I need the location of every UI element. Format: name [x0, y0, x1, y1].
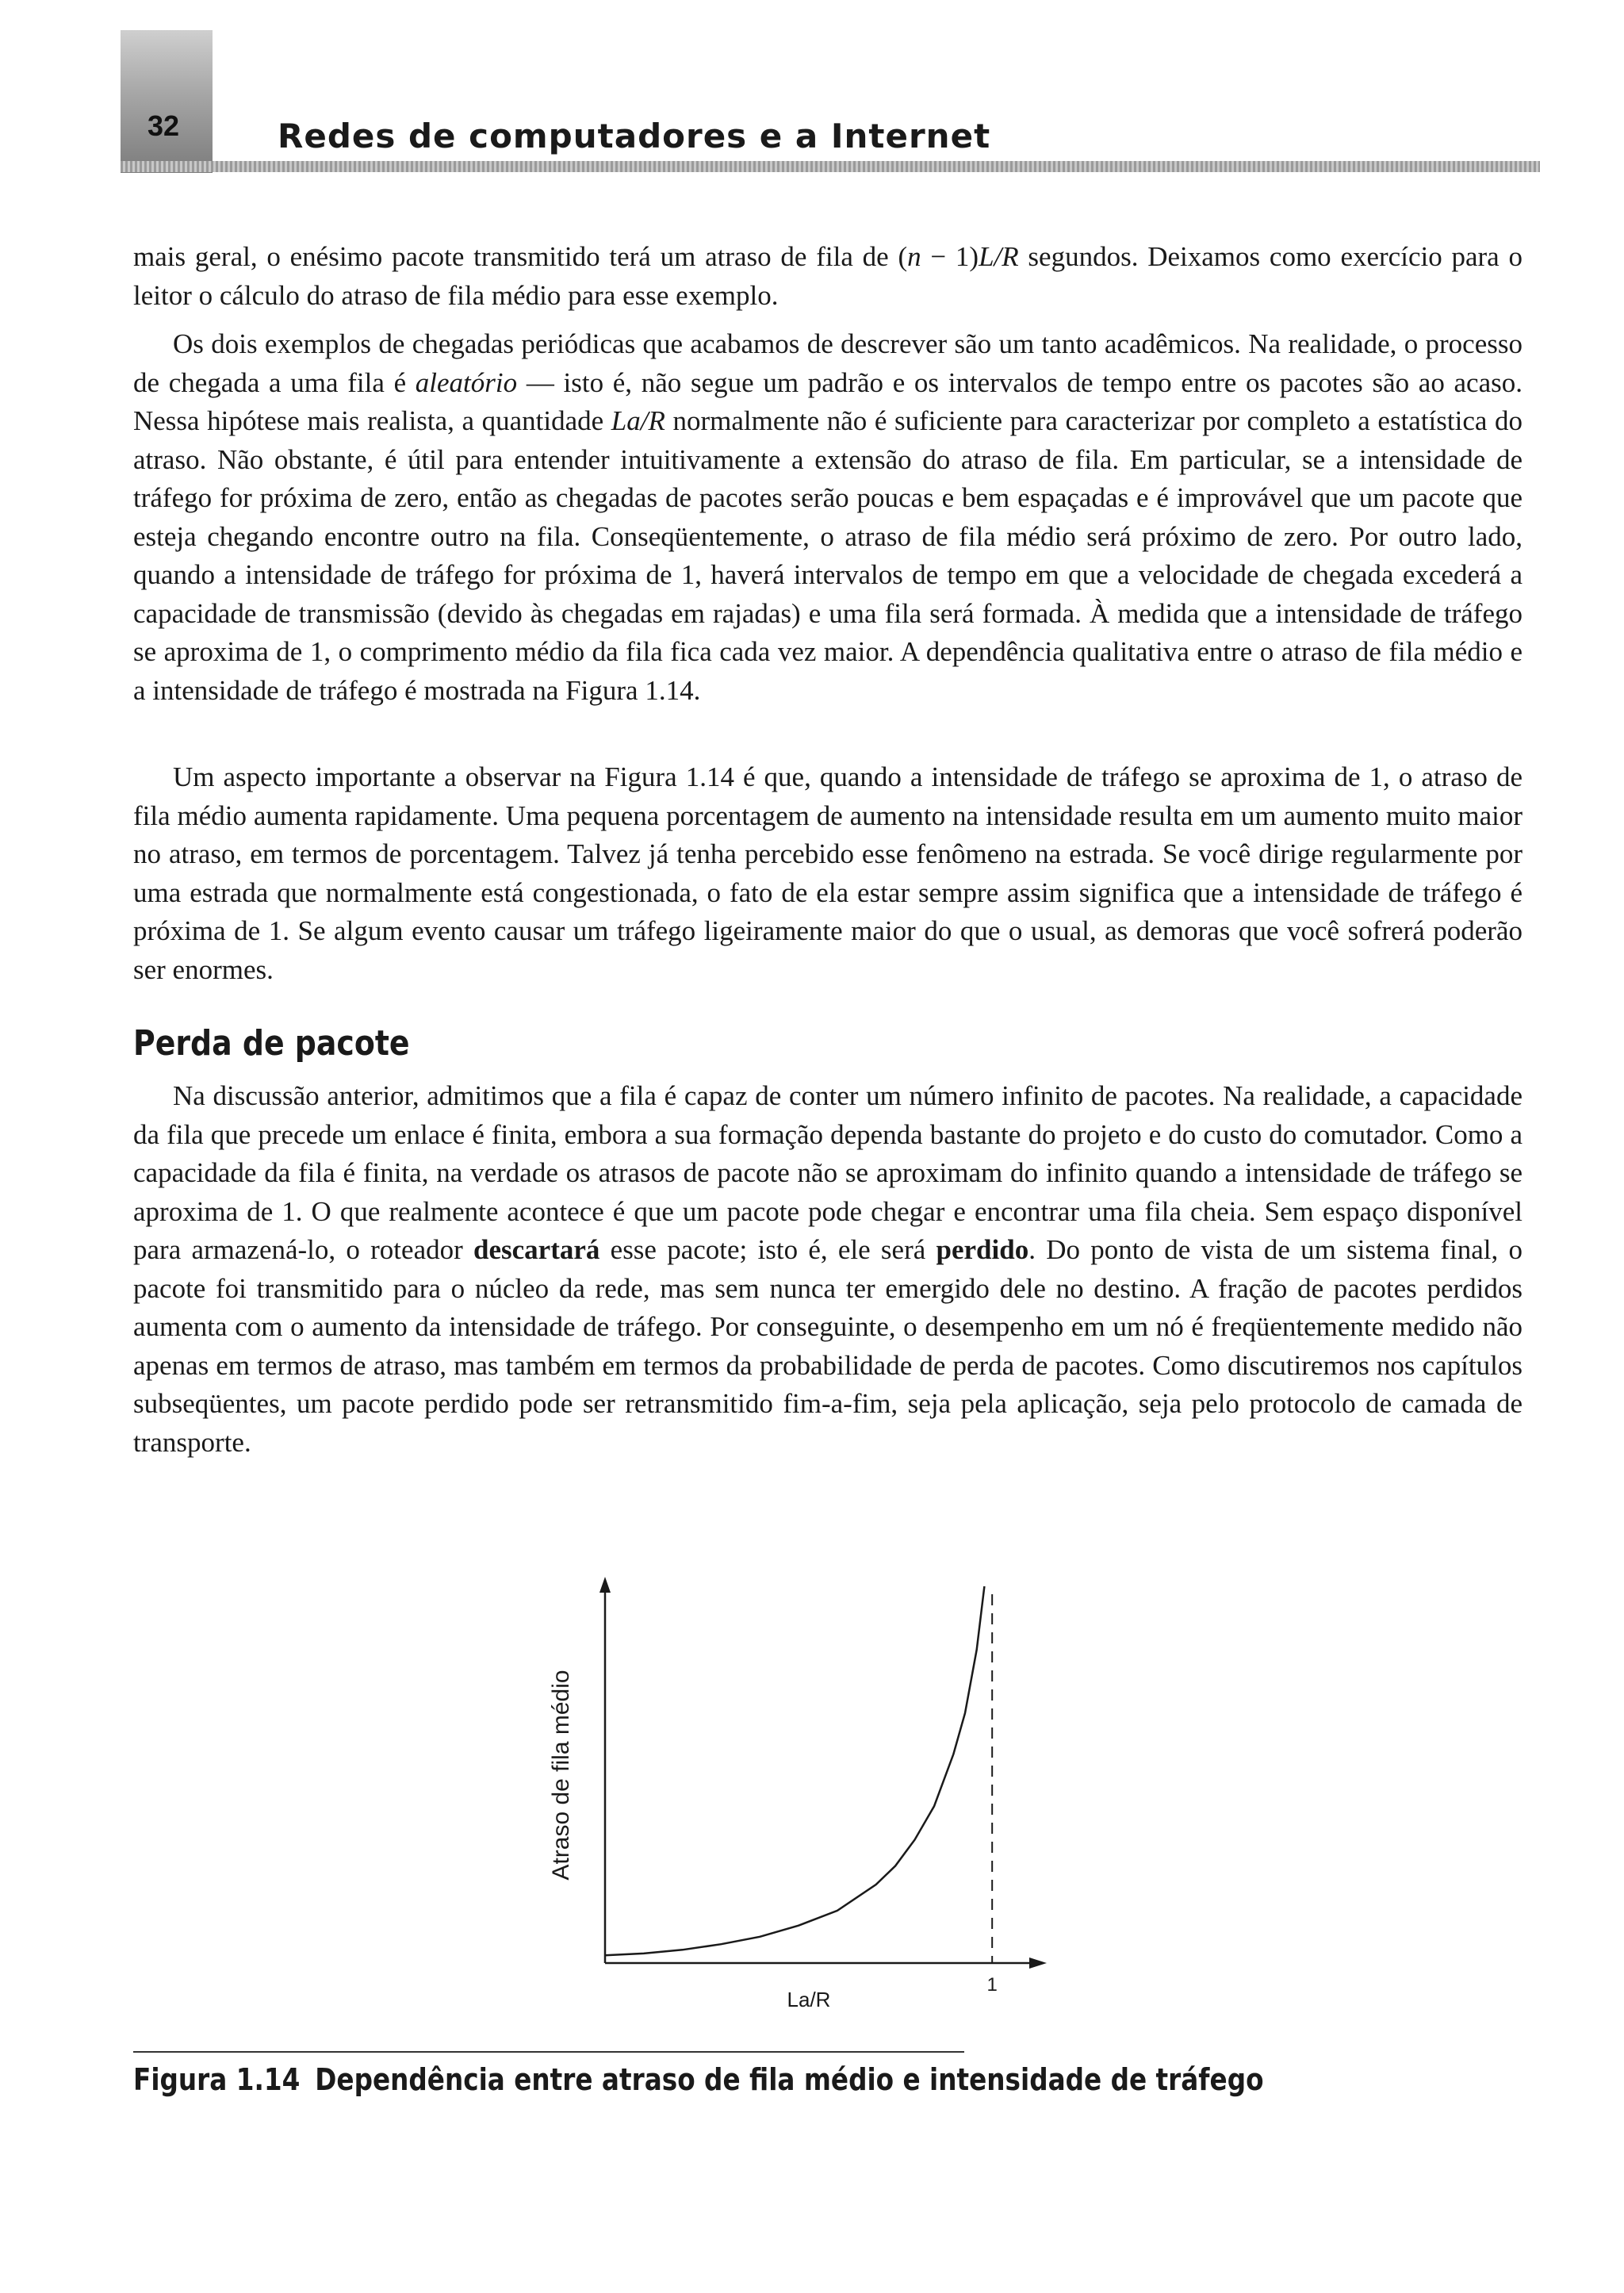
bold-term: descartará	[473, 1234, 600, 1265]
figure-label: Figura 1.14	[133, 2062, 301, 2097]
section-heading: Perda de pacote	[133, 1023, 410, 1064]
x-axis-arrow	[1029, 1957, 1047, 1969]
italic-run: La/R	[611, 405, 665, 436]
paragraph-4	[133, 1077, 1522, 1462]
text-run: segundos. Deixamos como exercício para o leitor o cálculo do atraso de fila médio para esse exemplo.	[133, 241, 1522, 311]
page-number-box	[121, 30, 213, 173]
bold-term: perdido	[936, 1234, 1029, 1265]
text-run: Um aspecto importante a observar na Figura 1.14 é que, quando a intensidade de tráfego se aproxima de 1, o atraso de fila médio aumenta rapidamente. Uma pequena porcentagem de aumento na intensidade resulta em um aumento muito maior no atraso, em termos de porcentagem. Talvez já tenha percebido esse fenômeno na estrada. Se você dirige regularmente por uma estrada que normalmente está congestionada, o fato de ela estar sempre assim significa que a intensidade de tráfego é próxima de 1. Se algum evento causar um tráfego ligeiramente maior do que o usual, as demoras que você sofrerá poderão ser enormes.	[133, 761, 1522, 985]
y-axis-arrow	[599, 1577, 611, 1593]
header-rule	[121, 161, 1540, 172]
running-title: Redes de computadores e a Internet	[278, 117, 991, 155]
paragraph-2	[133, 325, 1522, 710]
text-run: Os dois exemplos de chegadas periódicas que acabamos de descrever são um tanto acadêmicos. Na realidade, o processo de chegada a uma fila é	[133, 328, 1522, 398]
paragraph-3	[133, 758, 1522, 989]
italic-run: aleatório	[415, 366, 518, 398]
x-axis-label: La/R	[787, 1988, 831, 2011]
x-tick-label-1: 1	[986, 1974, 998, 1996]
figure-rule	[133, 2051, 964, 2053]
italic-run: n	[907, 241, 921, 272]
text-run: esse pacote; isto é, ele será	[599, 1234, 936, 1265]
text-run: mais geral, o enésimo pacote transmitido terá um atraso de fila de (	[133, 241, 908, 272]
text-run: . Do ponto de vista de um sistema final, o pacote foi transmitido para o núcleo da rede, mas sem nunca ter emergido dele no destino. A fração de pacotes perdidos aumenta com o aumento da intensidade de tráfego. Por conseguinte, o desempenho em um nó é freqüentemente medido não apenas em termos de atraso, mas também em termos da probabilidade de perda de pacotes. Como discutiremos nos capítulos subseqüentes, um pacote perdido pode ser retransmitido fim-a-fim, seja pela aplicação, seja pelo protocolo de camada de transporte.	[133, 1234, 1522, 1458]
text-run: Na discussão anterior, admitimos que a fila é capaz de conter um número infinito de pacotes. Na realidade, a capacidade da fila que precede um enlace é finita, embora a sua formação dependa bastante do projeto e do custo do comutador. Como a capacidade da fila é finita, na verdade os atrasos de pacote não se aproximam do infinito quando a intensidade de tráfego se aproxima de 1. O que realmente acontece é que um pacote pode chegar e encontrar uma fila cheia. Sem espaço disponível para armazená-lo, o roteador	[133, 1080, 1522, 1265]
figure-caption	[133, 2062, 1264, 2097]
delay-curve	[605, 1586, 984, 1955]
paragraph-1	[133, 238, 1522, 315]
text-run: − 1)	[921, 241, 979, 272]
italic-run: L/R	[979, 241, 1019, 272]
text-run: — isto é, não segue um padrão e os intervalos de tempo entre os pacotes são ao acaso. Nessa hipótese mais realista, a quantidade	[133, 366, 1522, 436]
figure-caption-text: Dependência entre atraso de fila médio e intensidade de tráfego	[315, 2062, 1264, 2097]
text-run: normalmente não é suficiente para caracterizar por completo a estatística do atraso. Não obstante, é útil para entender intuitivamente a extensão do atraso de fila. Em particular, se a intensidade de tráfego for próxima de zero, então as chegadas de pacotes serão poucas e bem espaçadas e é improvável que um pacote que esteja chegando encontre outro na fila. Conseqüentemente, o atraso de fila médio será próximo de zero. Por outro lado, quando a intensidade de tráfego for próxima de 1, haverá intervalos de tempo em que a velocidade de chegada excederá a capacidade de transmissão (devido às chegadas em rajadas) e uma fila será formada. À medida que a intensidade de tráfego se aproxima de 1, o comprimento médio da fila fica cada vez maior. A dependência qualitativa entre o atraso de fila médio e a intensidade de tráfego é mostrada na Figura 1.14.	[133, 405, 1523, 706]
page-number: 32	[147, 109, 180, 142]
y-axis-label: Atraso de fila médio	[548, 1670, 574, 1881]
queuing-delay-chart	[523, 1570, 1063, 2030]
